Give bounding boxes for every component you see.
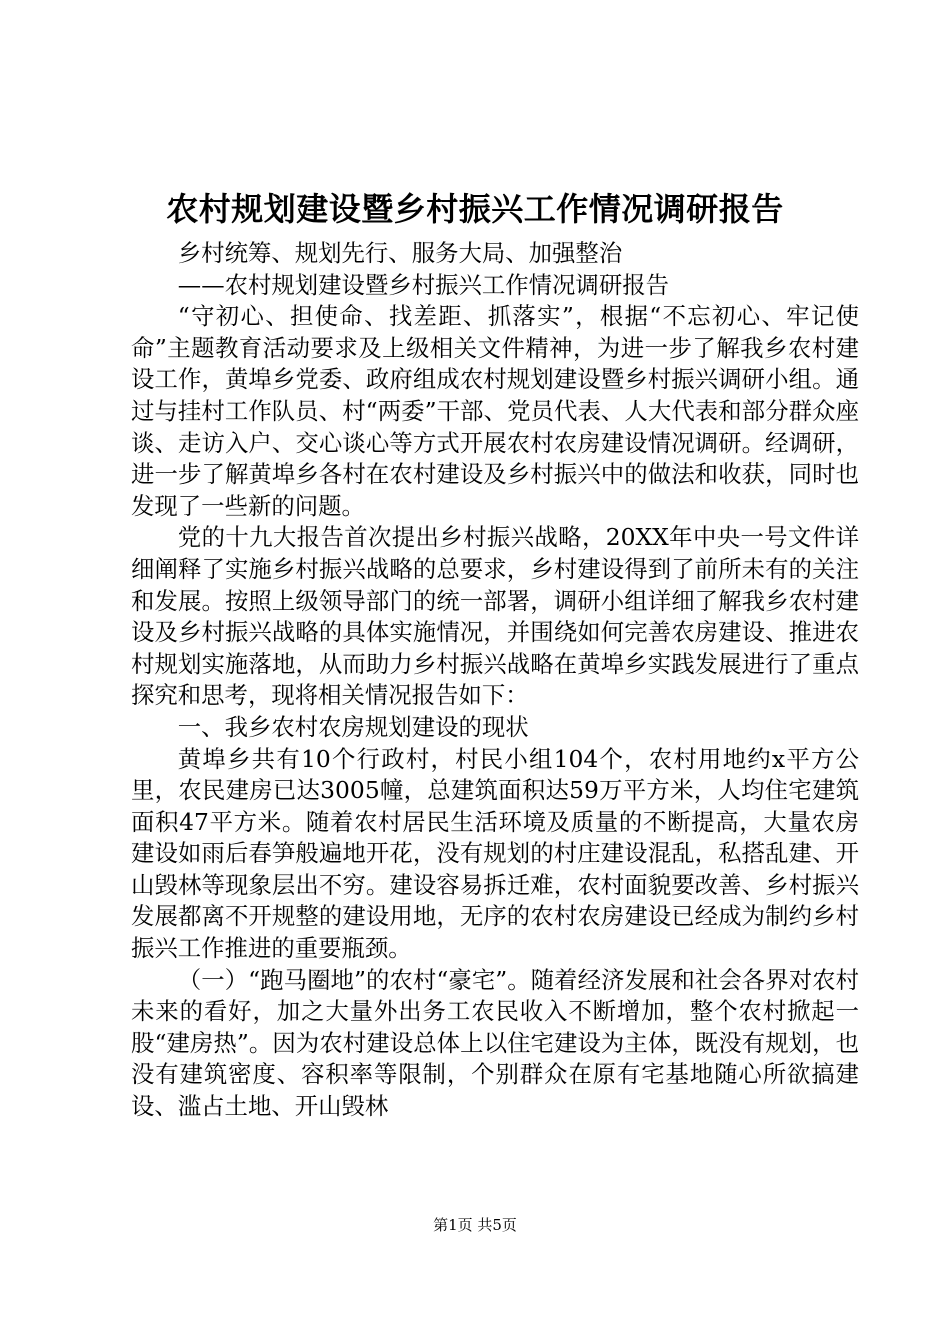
page-footer: 第1页 共5页 [433, 1216, 517, 1234]
paragraph-background: 党的十九大报告首次提出乡村振兴战略，20XX年中央一号文件详细阐释了实施乡村振兴战略的总要求，乡村建设得到了前所未有的关注和发展。按照上级领导部门的统一部署，调研小组详细了解我乡农村建设及乡村振兴战略的具体实施情况，并围绕如何完善农房建设、推进农村规划实施落地，从而助力乡村振兴战略在黄埠乡实践发展进行了重点探究和思考，现将相关情况报告如下： [131, 523, 859, 710]
subtitle-source: ——农村规划建设暨乡村振兴工作情况调研报告 [177, 270, 669, 299]
paragraph-intro: “守初心、担使命、找差距、抓落实”，根据“不忘初心、牢记使命”主题教育活动要求及上级相关文件精神，为进一步了解我乡农村建设工作，黄埠乡党委、政府组成农村规划建设暨乡村振兴调研小组。通过与挂村工作队员、村“两委”干部、党员代表、人大代表和部分群众座谈、走访入户、交心谈心等方式开展农村农房建设情况调研。经调研，进一步了解黄埠乡各村在农村建设及乡村振兴中的做法和收获，同时也发现了一些新的问题。 [131, 302, 859, 520]
paragraph-subsection-1: （一）“跑马圈地”的农村“豪宅”。随着经济发展和社会各界对农村未来的看好，加之大量外出务工农民收入不断增加，整个农村掀起一股“建房热”。因为农村建设总体上以住宅建设为主体，既没有规划，也没有建筑密度、容积率等限制，个别群众在原有宅基地随心所欲搞建设、滥占土地、开山毁林 [131, 965, 859, 1121]
subtitle: 乡村统筹、规划先行、服务大局、加强整治 [177, 239, 623, 267]
document-title: 农村规划建设暨乡村振兴工作情况调研报告 [166, 190, 784, 228]
document-body [131, 238, 859, 1123]
paragraph-status: 黄埠乡共有10个行政村，村民小组104个，农村用地约x平方公里，农民建房已达3005幢，总建筑面积达59万平方米，人均住宅建筑面积47平方米。随着农村居民生活环境及质量的不断提高，大量农房建设如雨后春笋般遍地开花，没有规划的村庄建设混乱，私搭乱建、开山毁林等现象层出不穷。建设容易拆迁难，农村面貌要改善、乡村振兴发展都离不开规整的建设用地，无序的农村农房建设已经成为制约乡村振兴工作推进的重要瓶颈。 [131, 744, 859, 963]
section-heading-1: 一、我乡农村农房规划建设的现状 [177, 712, 529, 741]
